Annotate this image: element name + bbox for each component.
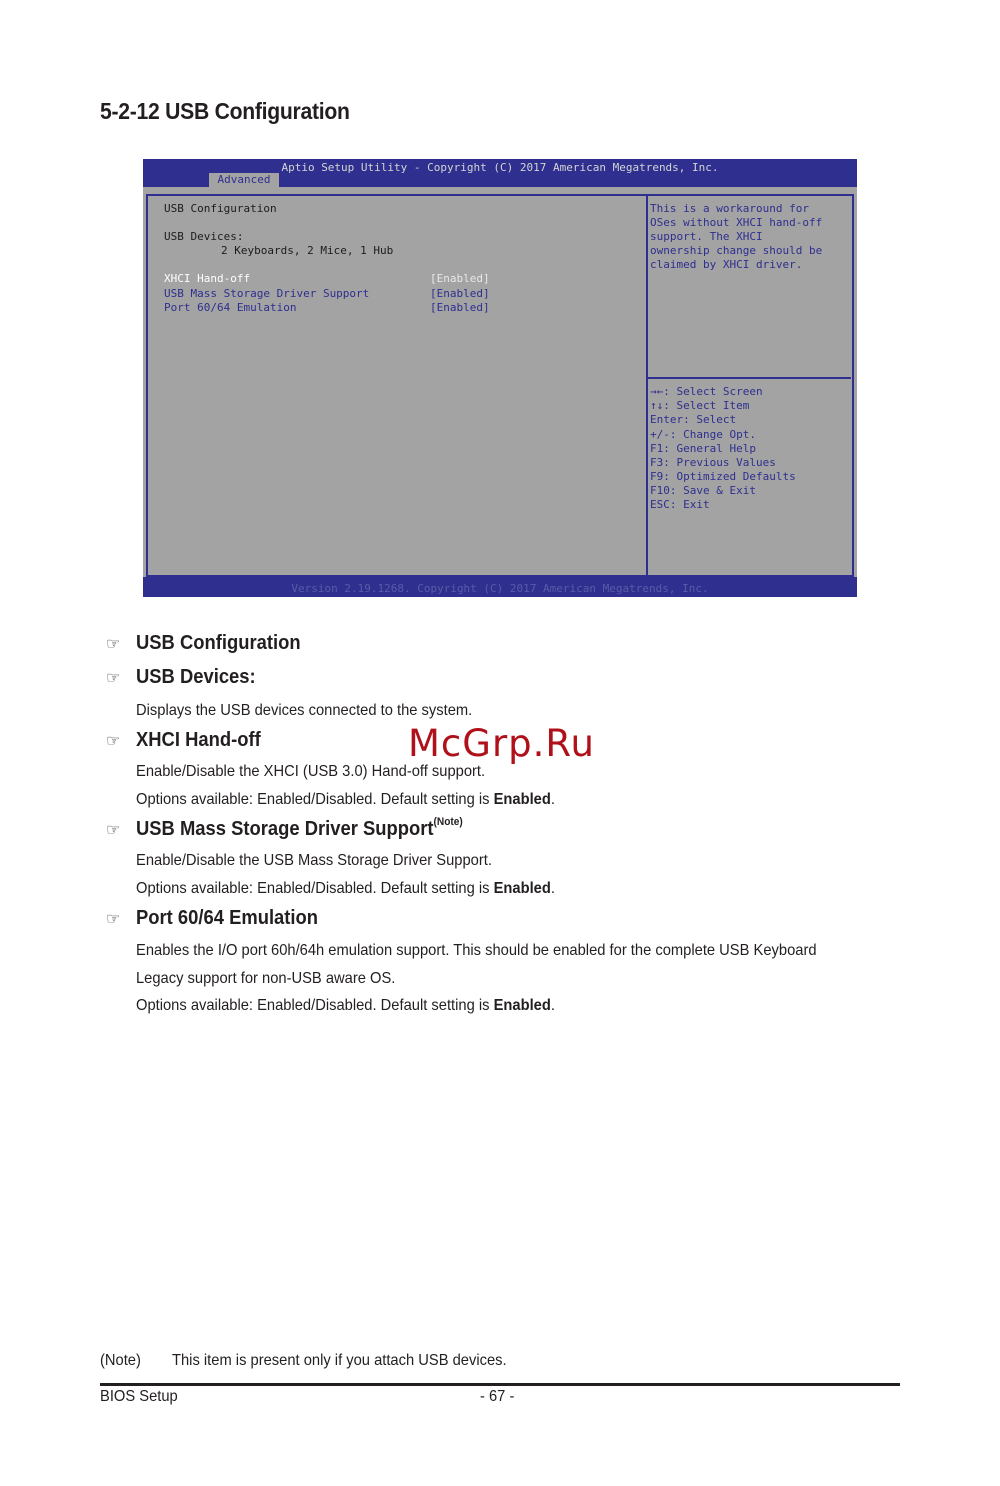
bios-help-line: This is a workaround for (650, 202, 809, 215)
section-title: 5-2-12 USB Configuration (100, 98, 350, 124)
bios-screenshot (143, 159, 857, 597)
item-heading-text: USB Mass Storage Driver Support (136, 818, 434, 840)
bios-key-hint: ESC: Exit (650, 498, 710, 511)
bios-bottom-bar (143, 577, 857, 597)
hand-pointing-right-icon: ☞ (106, 732, 121, 750)
bios-header-title: Aptio Setup Utility - Copyright (C) 2017 American Megatrends, Inc. (281, 161, 719, 174)
item-heading-usb-mass-storage (106, 818, 491, 841)
item-heading-port-6064 (106, 907, 334, 930)
bios-key-hint: Enter: Select (650, 413, 737, 426)
watermark: McGrp.Ru (408, 722, 595, 765)
hand-pointing-right-icon: ☞ (106, 669, 121, 687)
item-heading-text: Port 60/64 Emulation (136, 907, 319, 929)
bios-top-bar (143, 159, 857, 187)
bios-help-line: ownership change should be (650, 244, 823, 257)
default-value: Enabled (493, 880, 551, 897)
footer-rule (100, 1383, 900, 1386)
item-options: Options available: Enabled/Disabled. Default setting is Enabled. (136, 791, 555, 808)
page-number: - 67 - (480, 1388, 515, 1405)
item-heading-text: USB Devices: (136, 666, 256, 688)
item-description: Enable/Disable the USB Mass Storage Driver Support. (136, 852, 492, 869)
item-heading-usb-configuration (106, 632, 315, 655)
bios-setting-xhci-label[interactable]: XHCI Hand-off (164, 272, 251, 285)
item-heading-text: USB Configuration (136, 632, 301, 654)
bios-key-hint: F9: Optimized Defaults (650, 470, 796, 483)
item-heading-usb-devices (106, 666, 266, 689)
item-options: Options available: Enabled/Disabled. Default setting is Enabled. (136, 997, 555, 1014)
bios-tab-advanced[interactable]: Advanced (209, 173, 279, 187)
hand-pointing-right-icon: ☞ (106, 821, 121, 839)
bios-key-hint: F3: Previous Values (650, 456, 776, 469)
item-description: Displays the USB devices connected to the system. (136, 702, 473, 719)
bios-help-line: support. The XHCI (650, 230, 763, 243)
hand-pointing-right-icon: ☞ (106, 910, 121, 928)
note-marker: (Note) (433, 816, 463, 828)
bios-setting-port6064-value[interactable]: [Enabled] (430, 301, 490, 314)
bios-divider-vertical (646, 194, 648, 577)
bios-devices-value: 2 Keyboards, 2 Mice, 1 Hub (221, 244, 394, 257)
bios-help-line: OSes without XHCI hand-off (650, 216, 823, 229)
bios-setting-mass-storage-value[interactable]: [Enabled] (430, 287, 490, 300)
item-description: Enables the I/O port 60h/64h emulation support. This should be enabled for the complete USB Keyboard (136, 942, 817, 959)
note-label: (Note) (100, 1352, 141, 1369)
bios-key-hint: F1: General Help (650, 442, 756, 455)
bios-help-line: claimed by XHCI driver. (650, 258, 803, 271)
item-description: Enable/Disable the XHCI (USB 3.0) Hand-off support. (136, 763, 486, 780)
item-description-continued: Legacy support for non-USB aware OS. (136, 970, 396, 987)
default-value: Enabled (493, 791, 551, 808)
bios-setting-mass-storage-label[interactable]: USB Mass Storage Driver Support (164, 287, 370, 300)
bios-divider-horizontal (648, 377, 851, 379)
footer-chapter: BIOS Setup (100, 1388, 178, 1405)
bios-setting-port6064-label[interactable]: Port 60/64 Emulation (164, 301, 297, 314)
bios-key-hint: F10: Save & Exit (650, 484, 756, 497)
item-heading-xhci-hand-off (106, 729, 272, 752)
note-text: This item is present only if you attach USB devices. (172, 1352, 507, 1369)
item-heading-text: XHCI Hand-off (136, 729, 261, 751)
bios-version-text: Version 2.19.1268. Copyright (C) 2017 American Megatrends, Inc. (291, 582, 709, 595)
default-value: Enabled (493, 997, 551, 1014)
bios-page-title: USB Configuration (164, 202, 277, 215)
bios-devices-label: USB Devices: (164, 230, 244, 243)
item-options: Options available: Enabled/Disabled. Default setting is Enabled. (136, 880, 555, 897)
hand-pointing-right-icon: ☞ (106, 635, 121, 653)
bios-key-hint: →←: Select Screen (650, 385, 763, 398)
bios-setting-xhci-value[interactable]: [Enabled] (430, 272, 490, 285)
bios-key-hint: ↑↓: Select Item (650, 399, 750, 412)
bios-key-hint: +/-: Change Opt. (650, 428, 756, 441)
